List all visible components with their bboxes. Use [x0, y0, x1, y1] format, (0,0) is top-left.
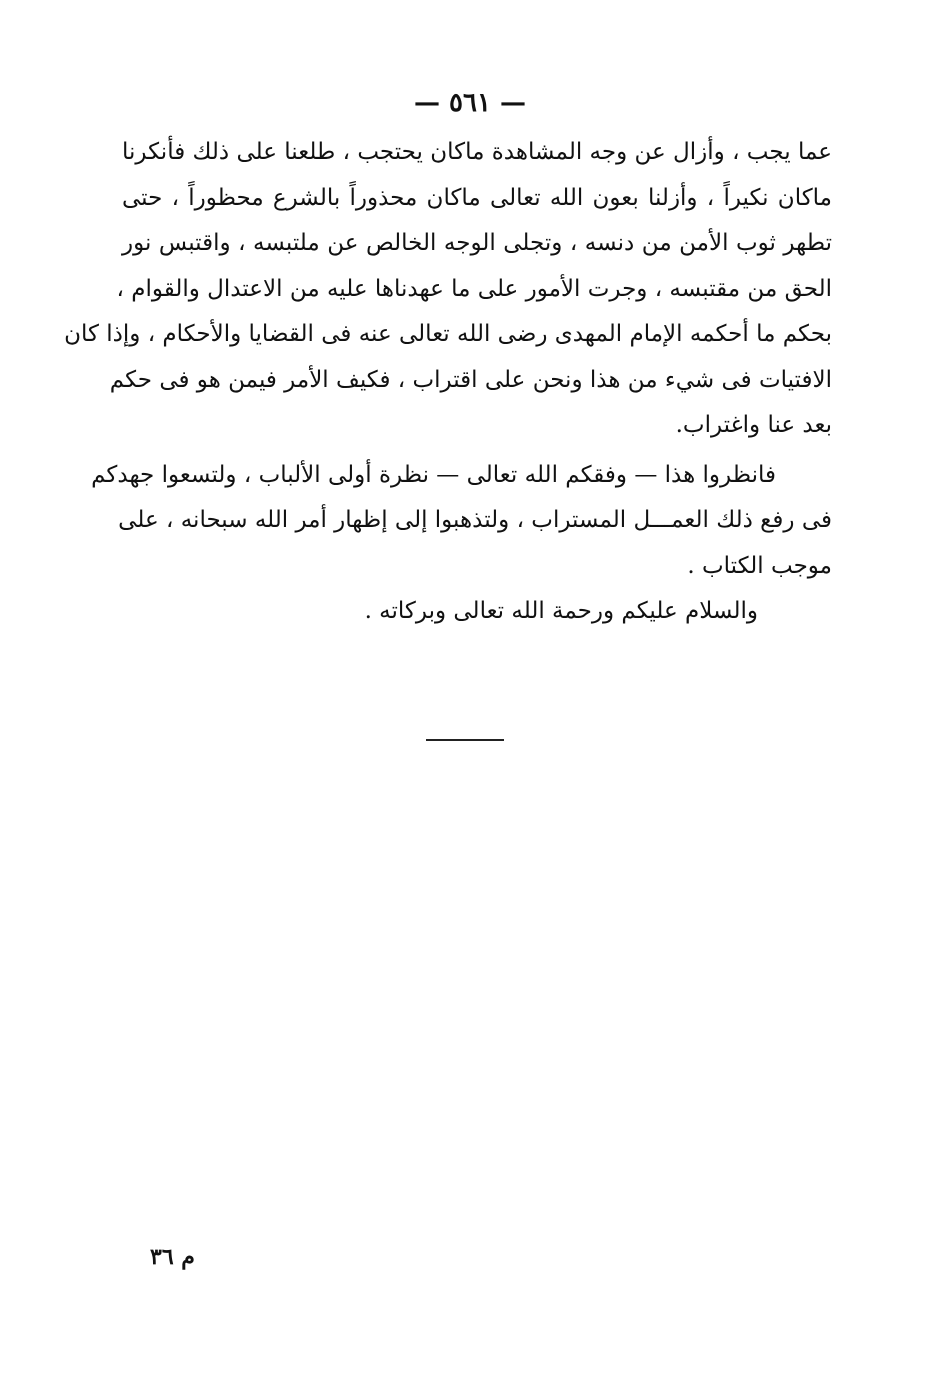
text-line: بحكم ما أحكمه الإمام المهدى رضى الله تعالى عنه فى القضايا والأحكام ، وإذا كان — [64, 321, 832, 347]
page-number: — ٥٦١ — — [413, 88, 527, 118]
body-text — [64, 130, 832, 635]
text-line: عما يجب ، وأزال عن وجه المشاهدة ماكان يحتجب ، طلعنا على ذلك فأنكرنا — [122, 139, 832, 165]
separator-rule — [426, 739, 504, 741]
text-line: فى رفع ذلك العمـــل المستراب ، ولتذهبوا إلى إظهار أمر الله سبحانه ، على — [118, 507, 832, 533]
text-line: فانظروا هذا — وفقكم الله تعالى — نظرة أولى الألباب ، ولتسعوا جهدكم — [91, 461, 776, 488]
closing-line: والسلام عليكم ورحمة الله تعالى وبركاته . — [364, 598, 758, 624]
text-line: ماكان نكيراً ، وأزلنا بعون الله تعالى ماكان محذوراً بالشرع محظوراً ، حتى — [122, 184, 832, 211]
text-line: تطهر ثوب الأمن من دنسه ، وتجلى الوجه الخالص عن ملتبسه ، واقتبس نور — [122, 230, 832, 256]
paragraph-2 — [91, 453, 832, 590]
text-line: الافتيات فى شيء من هذا ونحن على اقتراب ، فكيف الأمر فيمن هو فى حكم — [109, 366, 832, 393]
paragraph-1 — [64, 130, 832, 449]
text-line: بعد عنا واغتراب. — [675, 412, 832, 438]
signature-mark: م ٣٦ — [150, 1244, 195, 1270]
paragraph-closing — [122, 589, 832, 635]
text-line: موجب الكتاب . — [687, 552, 832, 579]
text-line: الحق من مقتبسه ، وجرت الأمور على ما عهدناها عليه من الاعتدال والقوام ، — [116, 275, 832, 302]
